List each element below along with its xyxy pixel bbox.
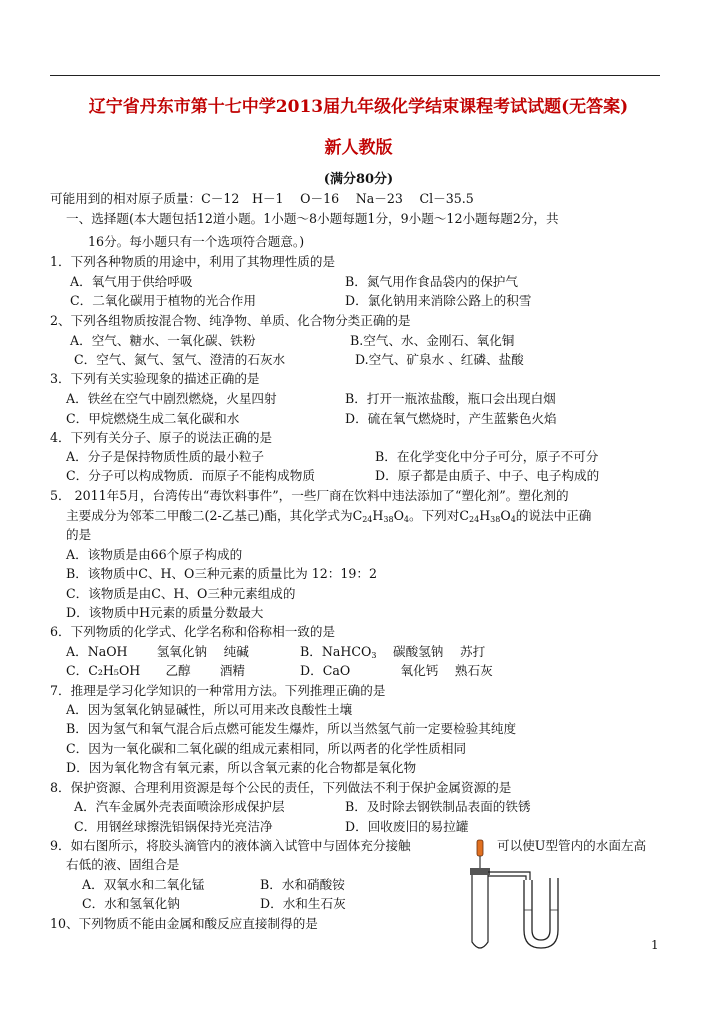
q1-option-a: A．氧气用于供给呼吸 [70,274,193,289]
q9-option-d: D．水和生石灰 [260,896,346,911]
q5-stem-line1: 5． 2011年5月，台湾传出“毒饮料事件”，一些厂商在饮料中违法添加了“塑化剂”。塑化剂的 [50,488,569,503]
q1-option-c: C．二氧化碳用于植物的光合作用 [70,293,256,308]
q2-option-c: C．空气、氮气、氢气、澄清的石灰水 [74,352,286,367]
q7-option-b: B．因为氢气和氧气混合后点燃可能发生爆炸，所以当然氢气前一定要检验其纯度 [66,721,517,736]
q9-stem-line1b: 可以使U型管内的水面左高 [497,838,647,853]
q9-stem-line1a: 9．如右图所示，将胶头滴管内的液体滴入试管中与固体充分接触 [50,838,411,853]
test-tube [472,874,488,948]
q8-option-b: B．及时除去钢铁制品表面的铁锈 [345,799,531,814]
q1-option-b: B．氮气用作食品袋内的保护气 [345,274,518,289]
q2-stem: 2、下列各组物质按混合物、纯净物、单质、化合物分类正确的是 [50,313,411,328]
section-instructions-line1: 一、选择题(本大题包括12道小题。1小题～8小题每题1分，9小题～12小题每题2分，共 [66,211,559,226]
q5-option-d: D．该物质中H元素的质量分数最大 [66,605,264,620]
section-instructions-line2: 16分。每小题只有一个选项符合题意。) [88,234,305,249]
q8-option-a: A．汽车金属外壳表面喷涂形成保护层 [74,799,285,814]
q6-option-b: B．NaHCO$_3$ 碳酸氢钠 苏打 [300,644,486,660]
q6-option-c: C．C₂H₅OH 乙醇 酒精 [66,663,246,678]
q4-stem: 4．下列有关分子、原子的说法正确的是 [50,430,273,445]
page-subtitle: 新人教版 [324,138,393,158]
q10-stem: 10、下列物质不能由金属和酸反应直接制得的是 [50,916,318,931]
q3-option-b: B．打开一瓶浓盐酸，瓶口会出现白烟 [345,391,556,406]
q6-option-a: A．NaOH 氢氧化钠 纯碱 [66,644,249,659]
q5-option-b: B．该物质中C、H、O三种元素的质量比为 12：19：2 [66,566,377,581]
q7-option-c: C．因为一氧化碳和二氧化碳的组成元素相同，所以两者的化学性质相同 [66,741,467,756]
q4-option-a: A．分子是保持物质性质的最小粒子 [66,449,265,464]
q3-option-d: D．硫在氧气燃烧时，产生蓝紫色火焰 [345,411,557,426]
q8-stem: 8．保护资源、合理利用资源是每个公民的责任，下列做法不利于保护金属资源的是 [50,780,512,795]
q2-option-b: B.空气、水、金刚石、氧化铜 [350,333,515,348]
q5-option-c: C．该物质是由C、H、O三种元素组成的 [66,586,296,601]
q6-option-d: D．CaO 氧化钙 熟石灰 [300,663,493,678]
q8-option-c: C．用钢丝球擦洗铝锅保持光亮洁净 [74,819,273,834]
q5-stem-line3: 的是 [66,527,92,542]
atomic-masses: 可能用到的相对原子质量：C－12 H－1 O－16 Na－23 Cl－35.5 [50,191,474,206]
q4-option-b: B．在化学变化中分子可分，原子不可分 [375,449,599,464]
full-score: (满分80分) [323,172,394,187]
q4-option-c: C．分子可以构成物质．而原子不能构成物质 [66,468,315,483]
u-tube [524,878,558,948]
q5-option-a: A．该物质是由66个原子构成的 [66,547,243,562]
q9-stem-line2: 右低的液、固组合是 [66,857,180,872]
dropper-bulb [477,840,483,856]
q7-option-d: D．因为氧化物含有氧元素，所以含氧元素的化合物都是氧化物 [66,760,417,775]
q3-option-c: C．甲烷燃烧生成二氧化碳和水 [66,411,240,426]
page-number: 1 [651,938,659,952]
q9-option-b: B．水和硝酸铵 [260,877,345,892]
q7-option-a: A．因为氢氧化钠显碱性，所以可用来改良酸性土壤 [66,702,353,717]
q9-option-c: C．水和氢氧化钠 [82,896,180,911]
q1-option-d: D．氯化钠用来消除公路上的积雪 [345,293,532,308]
page-title: 辽宁省丹东市第十七中学2013届九年级化学结束课程考试试题(无答案) [88,97,629,117]
q3-option-a: A．铁丝在空气中剧烈燃烧，火星四射 [66,391,277,406]
q6-stem: 6．下列物质的化学式、化学名称和俗称相一致的是 [50,624,336,639]
u-tube-apparatus-figure [460,838,572,958]
q9-option-a: A．双氧水和二氧化锰 [82,877,205,892]
q7-stem: 7．推理是学习化学知识的一种常用方法。下列推理正确的是 [50,683,386,698]
header-rule [50,75,660,76]
q2-option-a: A．空气、糖水、一氧化碳、铁粉 [70,333,256,348]
q4-option-d: D．原子都是由质子、中子、电子构成的 [375,468,600,483]
test-tube-stopper [470,868,490,875]
q3-stem: 3．下列有关实验现象的描述正确的是 [50,371,260,386]
q8-option-d: D．回收废旧的易拉罐 [345,819,469,834]
q1-stem: 1．下列各种物质的用途中，利用了其物理性质的是 [50,254,336,269]
q2-option-d: D.空气、矿泉水 、红磷、盐酸 [355,352,524,367]
q5-stem-line2: 主要成分为邻苯二甲酸二(2-乙基己)酯，其化学式为$C_{24}H_{38}O_4$。下列对$C_{24}H_{38}O_4$的说法中正确 [66,508,592,524]
